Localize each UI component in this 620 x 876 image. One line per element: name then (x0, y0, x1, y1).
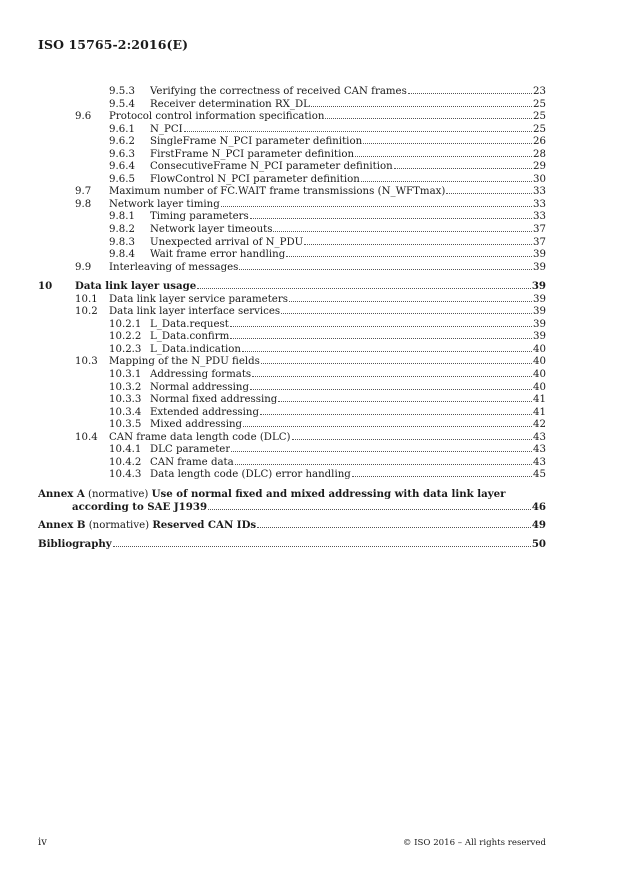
toc-entry-number: 10.3 (75, 356, 98, 368)
toc-entry-page: 41 (533, 406, 546, 418)
toc-entry-number: 9.5.3 (109, 86, 135, 97)
dot-leader (304, 244, 532, 245)
toc-entry[interactable] (38, 469, 546, 482)
toc-entry[interactable] (38, 369, 546, 382)
toc-entry-title: CAN frame data (150, 456, 234, 468)
toc-bibliography[interactable] (38, 538, 546, 551)
toc-entry-number: 9.7 (75, 186, 92, 198)
dot-leader (231, 451, 532, 452)
toc-entry-page: 33 (533, 211, 546, 223)
toc-entry-number: 10.3.5 (109, 419, 142, 431)
dot-leader (261, 363, 532, 364)
dot-leader (292, 439, 533, 440)
toc-annex-a[interactable] (38, 488, 546, 513)
toc-entry-number: 9.6.3 (109, 148, 135, 160)
toc-entry-title: Data link layer interface services (109, 306, 281, 318)
toc-entry-title: CAN frame data length code (DLC) (109, 431, 291, 443)
dot-leader (113, 546, 531, 547)
toc-entry-page: 37 (533, 236, 546, 248)
toc-entry-title: Maximum number of FC.WAIT frame transmissions (N_WFTmax) (109, 186, 446, 198)
toc-entry-page: 40 (533, 343, 546, 355)
dot-leader (197, 288, 531, 289)
dot-leader (273, 231, 532, 232)
toc-entry-page: 33 (533, 186, 546, 198)
dot-leader (184, 131, 532, 132)
toc-entry-title: DLC parameter (150, 444, 231, 456)
toc-entry[interactable] (38, 394, 546, 407)
toc-entry-number: 10.4.3 (109, 469, 142, 481)
toc-entry-title: Verifying the correctness of received CAN frames (150, 86, 407, 97)
toc-entry[interactable] (38, 249, 546, 262)
dot-leader (230, 326, 532, 327)
annex-a-title-line1: Use of normal fixed and mixed addressing with data link layer (151, 487, 506, 500)
toc-entry-list (38, 86, 546, 482)
toc-entry[interactable] (38, 382, 546, 395)
annex-b-title: Reserved CAN IDs (152, 519, 257, 532)
toc-entry[interactable] (38, 356, 546, 369)
dot-leader (257, 527, 531, 528)
toc-entry[interactable] (38, 124, 546, 137)
toc-entry-title: Protocol control information specification (109, 111, 325, 123)
toc-entry-title: FirstFrame N_PCI parameter definition (150, 148, 355, 160)
toc-entry-page: 45 (533, 469, 546, 481)
toc-entry-page: 39 (533, 331, 546, 343)
toc-entry[interactable] (38, 280, 546, 293)
toc-entry-page: 43 (533, 431, 546, 443)
toc-entry-number: 10.3.1 (109, 369, 142, 381)
toc-entry-title: Mixed addressing (150, 419, 243, 431)
toc-entry[interactable] (38, 306, 546, 319)
toc-entry-number: 9.8.1 (109, 211, 135, 223)
toc-entry-number: 9.6 (75, 111, 92, 123)
dot-leader (355, 156, 532, 157)
toc-entry-page: 42 (533, 419, 546, 431)
toc-entry[interactable] (38, 111, 546, 124)
annex-b-page: 49 (531, 519, 546, 532)
toc-entry-page: 28 (533, 148, 546, 160)
toc-entry[interactable] (38, 444, 546, 457)
toc-annex-b[interactable] (38, 519, 546, 532)
annex-a-label: Annex A (38, 487, 85, 500)
toc-entry-title: Network layer timing (109, 198, 220, 210)
dot-leader (250, 389, 532, 390)
toc-entry[interactable] (38, 149, 546, 162)
bibliography-page: 50 (531, 537, 546, 550)
dot-leader (242, 351, 532, 352)
annex-b-label: Annex B (38, 519, 86, 532)
dot-leader (286, 256, 532, 257)
dot-leader (235, 464, 532, 465)
toc-entry-page: 43 (533, 456, 546, 468)
dot-leader (311, 106, 532, 107)
dot-leader (278, 401, 532, 402)
toc-entry[interactable] (38, 407, 546, 420)
toc-annex-a-line2 (38, 501, 546, 514)
toc-entry-number: 9.8.2 (109, 224, 135, 236)
toc-entry-page: 39 (533, 293, 546, 305)
dot-leader (289, 301, 532, 302)
copyright-notice: © ISO 2016 – All rights reserved (402, 838, 546, 848)
toc-entry[interactable] (38, 174, 546, 187)
dot-leader (446, 193, 532, 194)
toc-entry-number: 10.2.2 (109, 331, 142, 343)
toc-entry-title: SingleFrame N_PCI parameter definition (150, 136, 363, 148)
toc-entry-title: Extended addressing (150, 406, 259, 418)
toc-entry[interactable] (38, 86, 546, 99)
toc-entry-number: 9.6.4 (109, 161, 135, 173)
toc-entry-number: 9.8 (75, 198, 92, 210)
dot-leader (408, 93, 532, 94)
dot-leader (239, 269, 532, 270)
dot-leader (394, 168, 532, 169)
toc-entry-title: Mapping of the N_PDU fields (109, 356, 260, 368)
toc-entry[interactable] (38, 294, 546, 307)
toc-entry-number: 10.1 (75, 293, 98, 305)
toc-entry-page: 37 (533, 224, 546, 236)
toc-entry-number: 9.6.1 (109, 123, 135, 135)
toc-entry-title: L_Data.confirm (150, 331, 230, 343)
toc-entry-number: 9.6.5 (109, 173, 135, 185)
toc-entry[interactable] (38, 419, 546, 432)
toc-entry[interactable] (38, 224, 546, 237)
toc-entry-title: Timing parameters (150, 211, 249, 223)
toc-entry-number: 10.4.1 (109, 444, 142, 456)
toc-entry-page: 39 (533, 261, 546, 273)
toc-entry[interactable] (38, 344, 546, 357)
dot-leader (243, 426, 532, 427)
toc-entry-number: 9.8.4 (109, 249, 135, 261)
dot-leader (252, 376, 532, 377)
dot-leader (208, 509, 531, 510)
toc-entry-page: 26 (533, 136, 546, 148)
toc-entry-title: Network layer timeouts (150, 224, 273, 236)
toc-entry-title: FlowControl N_PCI parameter definition (150, 173, 360, 185)
dot-leader (260, 414, 532, 415)
toc-entry-title: Interleaving of messages (109, 261, 239, 273)
toc-entry-number: 10.3.4 (109, 406, 142, 418)
toc-entry-page: 40 (533, 369, 546, 381)
toc-entry-page: 39 (533, 318, 546, 330)
toc-entry-page: 25 (533, 123, 546, 135)
toc-entry-title: Receiver determination RX_DL (150, 98, 310, 110)
toc-entry-number: 10.2 (75, 306, 98, 318)
toc-entry[interactable] (38, 186, 546, 199)
toc-entry[interactable] (38, 331, 546, 344)
dot-leader (361, 181, 532, 182)
toc-entry-title: Normal addressing (150, 381, 249, 393)
toc-entry-title: Wait frame error handling (150, 249, 286, 261)
toc-entry-number: 9.5.4 (109, 98, 135, 110)
toc-entry[interactable] (38, 161, 546, 174)
toc-entry-title: L_Data.request (150, 318, 229, 330)
toc-entry-number: 9.8.3 (109, 236, 135, 248)
dot-leader (230, 338, 532, 339)
toc-entry[interactable] (38, 136, 546, 149)
toc-entry-title: Data link layer service parameters (109, 293, 288, 305)
bibliography-title: Bibliography (38, 537, 112, 550)
page-number: iv (38, 837, 47, 848)
annex-b-kind: (normative) (88, 520, 150, 532)
toc-entry-page: 33 (533, 198, 546, 210)
dot-leader (250, 218, 532, 219)
dot-leader (363, 143, 532, 144)
annex-a-page: 46 (531, 500, 546, 513)
toc-entry-title: ConsecutiveFrame N_PCI parameter definition (150, 161, 393, 173)
toc-entry-page: 39 (533, 249, 546, 261)
dot-leader (221, 206, 532, 207)
dot-leader (325, 118, 532, 119)
toc-entry-title: N_PCI (150, 123, 183, 135)
toc-entry-number: 10 (38, 280, 53, 293)
toc-entry[interactable] (38, 99, 546, 112)
toc-entry[interactable] (38, 457, 546, 470)
toc-entry-page: 30 (533, 173, 546, 185)
toc-entry-page: 43 (533, 444, 546, 456)
toc-entry-number: 10.4 (75, 431, 98, 443)
toc-entry[interactable] (38, 211, 546, 224)
dot-leader (352, 476, 532, 477)
toc-entry-number: 10.3.3 (109, 394, 142, 406)
toc-entry[interactable] (38, 432, 546, 445)
toc-entry-page: 39 (533, 306, 546, 318)
toc-entry-page: 25 (533, 98, 546, 110)
annex-a-title-line2: according to SAE J1939 (72, 500, 208, 513)
toc-entry[interactable] (38, 319, 546, 332)
toc-entry-page: 25 (533, 111, 546, 123)
toc-entry-page: 41 (533, 394, 546, 406)
toc-entry-title: Data length code (DLC) error handling (150, 469, 351, 481)
toc-entry[interactable] (38, 237, 546, 250)
toc-entry-title: L_Data.indication (150, 343, 241, 355)
toc-entry-page: 39 (531, 280, 546, 293)
table-of-contents (38, 86, 546, 550)
dot-leader (281, 313, 532, 314)
toc-entry-number: 10.2.3 (109, 343, 142, 355)
toc-entry[interactable] (38, 262, 546, 275)
toc-entry-number: 10.3.2 (109, 381, 142, 393)
toc-entry-title: Addressing formats (150, 369, 252, 381)
toc-entry-page: 29 (533, 161, 546, 173)
toc-entry-page: 40 (533, 381, 546, 393)
toc-annex-a-line1 (38, 488, 546, 501)
toc-entry-title: Data link layer usage (75, 280, 197, 293)
toc-entry-number: 10.2.1 (109, 318, 142, 330)
toc-entry-title: Unexpected arrival of N_PDU (150, 236, 304, 248)
toc-entry[interactable] (38, 199, 546, 212)
toc-entry-page: 23 (533, 86, 546, 97)
toc-entry-number: 10.4.2 (109, 456, 142, 468)
toc-entry-number: 9.9 (75, 261, 92, 273)
toc-entry-number: 9.6.2 (109, 136, 135, 148)
annex-a-kind: (normative) (87, 488, 149, 500)
toc-entry-title: Normal fixed addressing (150, 394, 278, 406)
document-id-header: ISO 15765-2:2016(E) (38, 37, 189, 52)
toc-entry-page: 40 (533, 356, 546, 368)
